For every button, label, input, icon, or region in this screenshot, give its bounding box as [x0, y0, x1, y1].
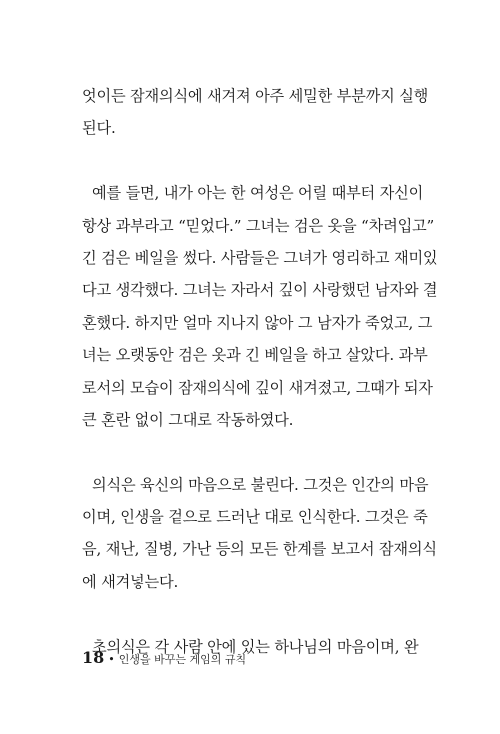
paragraph-spacer: [82, 598, 426, 630]
running-title: 인생을 바꾸는 게임의 규칙: [118, 653, 247, 666]
text-line: 음, 재난, 질병, 가난 등의 모든 한계를 보고서 잠재의식: [82, 540, 437, 559]
paragraph-spacer: [82, 436, 426, 468]
text-line: 로서의 모습이 잠재의식에 깊이 새겨졌고, 그때가 되자: [82, 378, 433, 397]
text-line: 엇이든 잠재의식에 새겨져 아주 세밀한 부분까지 실행: [82, 87, 429, 105]
text-line: 항상 과부라고 “믿었다.” 그녀는 검은 옷을 “차려입고”: [82, 216, 435, 235]
text-line: 된다.: [82, 119, 116, 138]
paragraph-spacer: [82, 145, 426, 177]
page-footer: [82, 648, 246, 670]
paragraph-2: [82, 177, 438, 436]
text-line: 녀는 오랫동안 검은 옷과 긴 베일을 하고 살았다. 과부: [82, 346, 428, 365]
paragraph-3: [82, 469, 437, 599]
text-line: 예를 들면, 내가 아는 한 여성은 어릴 때부터 자신이: [92, 184, 424, 203]
text-line: 초의식은 각 사람 안에 있는 하나님의 마음이며, 완: [92, 637, 419, 656]
text-line: 혼했다. 하지만 얼마 지나지 않아 그 남자가 죽었고, 그: [82, 313, 433, 332]
body-text: [82, 80, 438, 663]
text-line: 큰 혼란 없이 그대로 작동하였다.: [82, 410, 294, 429]
footer-separator: •: [108, 653, 115, 666]
text-line: 다고 생각했다. 그녀는 자라서 깊이 사랑했던 남자와 결: [82, 281, 438, 300]
text-line: 이며, 인생을 겉으로 드러난 대로 인식한다. 그것은 죽: [82, 508, 428, 527]
page-number: 18: [82, 648, 105, 667]
text-line: 긴 검은 베일을 썼다. 사람들은 그녀가 영리하고 재미있: [82, 248, 438, 267]
text-line: 의식은 육신의 마음으로 불린다. 그것은 인간의 마음: [92, 475, 429, 494]
paragraph-1: [82, 80, 429, 145]
text-line: 에 새겨넣는다.: [82, 572, 179, 591]
